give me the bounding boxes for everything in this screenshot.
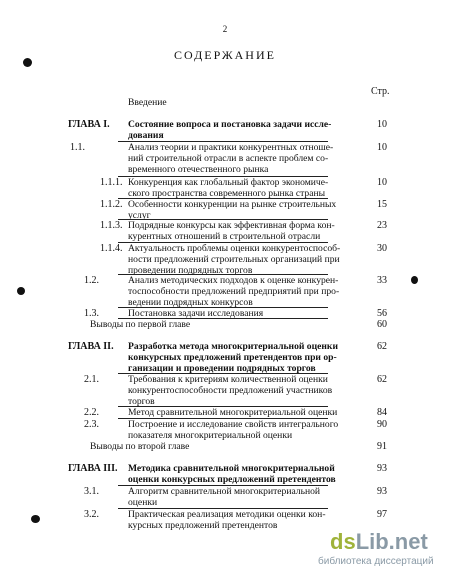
divider-line bbox=[118, 307, 328, 308]
section-title: Постановка задачи исследования bbox=[128, 308, 264, 319]
section-page: 33 bbox=[377, 275, 387, 286]
section-number: 1.1.1. bbox=[100, 177, 123, 188]
chapter-2-label: ГЛАВА II. bbox=[68, 341, 114, 352]
divider-line bbox=[118, 406, 328, 407]
divider-line bbox=[118, 418, 328, 419]
chapter-1-label: ГЛАВА I. bbox=[68, 119, 110, 130]
section-number: 3.1. bbox=[84, 486, 99, 497]
section-page: 84 bbox=[377, 407, 387, 418]
section-number: 1.3. bbox=[84, 308, 99, 319]
section-title: Практическая реализация методики оценки кон- курсных предложений претендентов bbox=[128, 509, 326, 532]
conclusions-title: Выводы по первой главе bbox=[90, 319, 191, 330]
watermark-subtitle: библиотека диссертаций bbox=[318, 556, 434, 567]
divider-line bbox=[118, 219, 328, 220]
section-title: Особенности конкуренции на рынке строительных услуг bbox=[128, 199, 337, 222]
chapter-3-label: ГЛАВА III. bbox=[68, 463, 118, 474]
chapter-3-page: 93 bbox=[377, 463, 387, 474]
scan-dot bbox=[23, 58, 32, 67]
divider-line bbox=[118, 141, 328, 142]
section-number: 2.3. bbox=[84, 419, 99, 430]
section-number: 1.1.2. bbox=[100, 199, 123, 210]
section-title: Анализ теории и практики конкурентных отноше- ний строительной отрасли в аспекте проблем со- временного отечественного рынка bbox=[128, 142, 334, 176]
divider-line bbox=[118, 485, 328, 486]
scan-dot bbox=[31, 515, 40, 523]
divider-line bbox=[118, 242, 328, 243]
divider-line bbox=[118, 508, 328, 509]
section-page: 90 bbox=[377, 419, 387, 430]
section-page: 62 bbox=[377, 374, 387, 385]
chapter-2-title: Разработка метода многокритериальной оценки конкурсных предложений претендентов при ор- ганизации и проведении подрядных торгов bbox=[128, 341, 338, 375]
section-page: 93 bbox=[377, 486, 387, 497]
section-number: 2.2. bbox=[84, 407, 99, 418]
chapter-2-page: 62 bbox=[377, 341, 387, 352]
section-number: 1.1.3. bbox=[100, 220, 123, 231]
scan-dot bbox=[17, 287, 25, 295]
section-title: Анализ методических подходов к оценке конкурен- тоспособности предложений предприятий при про- ведении подрядных конкурсов bbox=[128, 275, 340, 309]
section-number: 2.1. bbox=[84, 374, 99, 385]
section-title: Построение и исследование свойств интегрального показателя многокритериальной оценки bbox=[128, 419, 339, 442]
page-column-header: Стр. bbox=[371, 86, 390, 97]
page-number: 2 bbox=[222, 24, 228, 34]
section-page: 30 bbox=[377, 243, 387, 254]
section-number: 1.1. bbox=[70, 142, 85, 153]
divider-line bbox=[118, 198, 328, 199]
section-title: Конкуренция как глобальный фактор экономиче- ского пространства современного рынка страны bbox=[128, 177, 329, 200]
section-page: 97 bbox=[377, 509, 387, 520]
section-title: Подрядные конкурсы как эффективная форма кон- курентных отношений в строительной отрасли bbox=[128, 220, 335, 243]
section-page: 23 bbox=[377, 220, 387, 231]
section-title: Требования к критериям количественной оценки конкурентоспособности предложений участников торгов bbox=[128, 374, 333, 408]
section-title: Метод сравнительной многокритериальной оценки bbox=[128, 407, 338, 418]
section-page: 10 bbox=[377, 142, 387, 153]
conclusions-title: Выводы по второй главе bbox=[90, 441, 190, 452]
chapter-1-page: 10 bbox=[377, 119, 387, 130]
conclusions-page: 60 bbox=[377, 319, 387, 330]
watermark-logo bbox=[330, 529, 428, 555]
watermark-brand-ds: ds bbox=[330, 529, 356, 554]
section-page: 56 bbox=[377, 308, 387, 319]
section-page: 15 bbox=[377, 199, 387, 210]
divider-line bbox=[118, 176, 328, 177]
scan-dot bbox=[411, 276, 418, 284]
section-number: 3.2. bbox=[84, 509, 99, 520]
section-page: 10 bbox=[377, 177, 387, 188]
divider-line bbox=[118, 274, 328, 275]
watermark-brand-lib: Lib.net bbox=[355, 529, 428, 554]
page-title: СОДЕРЖАНИЕ bbox=[174, 48, 276, 62]
divider-line bbox=[118, 318, 328, 319]
section-title: Алгоритм сравнительной многокритериальной оценки bbox=[128, 486, 321, 509]
conclusions-page: 91 bbox=[377, 441, 387, 452]
chapter-3-title: Методика сравнительной многокритериальной оценки конкурсных предложений претендентов bbox=[128, 463, 336, 486]
chapter-1-title: Состояние вопроса и постановка задачи иссле- дования bbox=[128, 119, 332, 142]
section-number: 1.2. bbox=[84, 275, 99, 286]
section-title: Актуальность проблемы оценки конкурентоспособ- ности предложений строительных организаций при проведении подрядных торгов bbox=[128, 243, 341, 277]
toc-intro: Введение bbox=[128, 97, 167, 108]
section-number: 1.1.4. bbox=[100, 243, 123, 254]
divider-line bbox=[118, 373, 328, 374]
